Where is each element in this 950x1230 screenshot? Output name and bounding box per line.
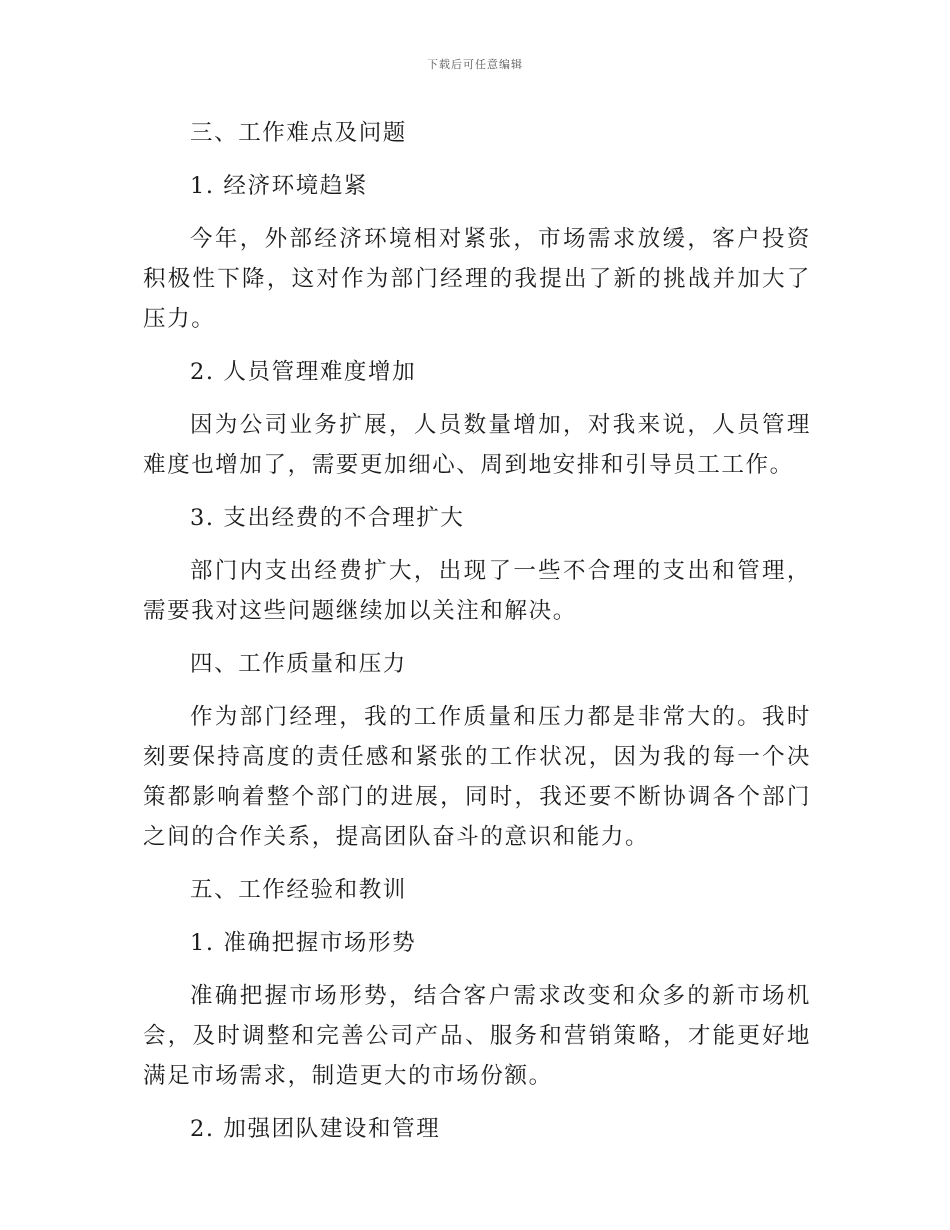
subheading-staff-management: 2. 人员管理难度增加 [190,359,417,385]
subheading-expenses: 3. 支出经费的不合理扩大 [190,505,465,531]
section-heading-experience: 五、工作经验和教训 [190,877,407,903]
subheading-economic-environment: 1. 经济环境趋紧 [190,173,369,199]
paragraph-economic-environment: 今年，外部经济环境相对紧张，市场需求放缓，客户投资积极性下降，这对作为部门经理的我提出了新的挑战并加大了压力。 [143,226,811,332]
paragraph-expenses: 部门内支出经费扩大，出现了一些不合理的支出和管理，需要我对这些问题继续加以关注和解决。 [143,558,811,624]
section-heading-quality-pressure: 四、工作质量和压力 [190,651,407,677]
paragraph-quality-pressure: 作为部门经理，我的工作质量和压力都是非常大的。我时刻要保持高度的责任感和紧张的工作状况，因为我的每一个决策都影响着整个部门的进展，同时，我还要不断协调各个部门之间的合作关系，提高团队奋斗的意识和能力。 [143,704,811,850]
document-body [143,113,811,1162]
page-header-note: 下载后可任意编辑 [427,58,523,71]
section-heading-difficulties: 三、工作难点及问题 [190,120,407,146]
subheading-team-building: 2. 加强团队建设和管理 [190,1116,441,1142]
paragraph-staff-management: 因为公司业务扩展，人员数量增加，对我来说，人员管理难度也增加了，需要更加细心、周到地安排和引导员工工作。 [143,412,811,478]
paragraph-market-situation: 准确把握市场形势，结合客户需求改变和众多的新市场机会，及时调整和完善公司产品、服务和营销策略，才能更好地满足市场需求，制造更大的市场份额。 [143,983,811,1089]
subheading-market-situation: 1. 准确把握市场形势 [190,930,417,956]
